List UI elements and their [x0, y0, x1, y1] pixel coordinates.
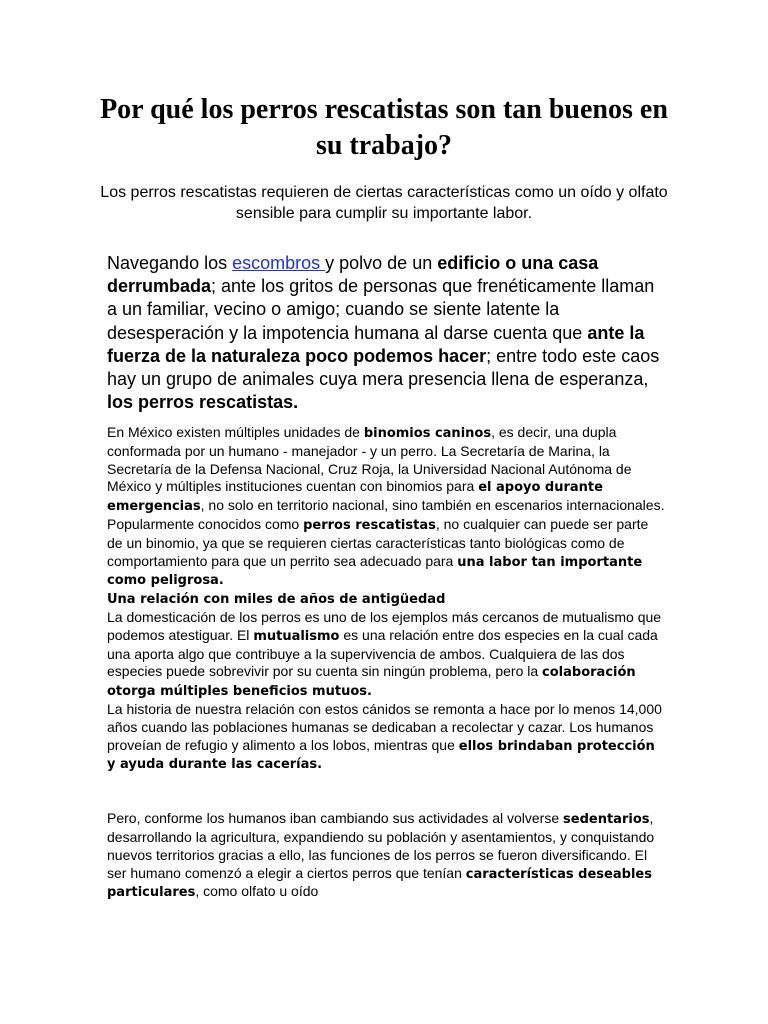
section-heading — [107, 590, 667, 609]
p2-bold-1: perros rescatistas — [303, 517, 436, 533]
escombros-link[interactable]: escombros — [232, 253, 326, 273]
article-title: Por qué los perros rescatistas son tan buenos en su trabajo? — [100, 94, 668, 161]
lead-text-2: y polvo de un — [325, 253, 438, 273]
lead-bold-3: los perros rescatistas. — [107, 392, 299, 413]
section-heading-text: Una relación con miles de años de antigüedad — [107, 592, 446, 608]
p1-bold-2: el apoyo durante emergencias — [107, 480, 603, 515]
lead-bold-1: edificio o una casa derrumbada — [107, 253, 599, 297]
lead-paragraph — [107, 252, 667, 414]
p1-text-1: En México existen múltiples unidades de — [107, 424, 364, 440]
article-subtitle: Los perros rescatistas requieren de ciertas características como un oído y olfato sensible para cumplir su importante labor. — [100, 184, 668, 222]
paragraph-spacer — [107, 774, 667, 810]
p5-text-3: , como olfato u oído — [195, 883, 319, 900]
paragraph-binomios — [107, 424, 667, 516]
p4-bold-1: ellos brindaban protección y ayuda durante las cacerías. — [107, 738, 655, 773]
paragraph-mutualismo — [107, 609, 667, 701]
paragraph-perros-rescatistas — [107, 516, 667, 590]
paragraph-sedentarios — [107, 810, 667, 902]
lead-bold-2: ante la fuerza de la naturaleza poco podemos hacer — [107, 322, 645, 366]
p3-text-1: La domesticación de los perros es uno de los ejemplos más cercanos de mutualismo que podemos atestiguar. El — [107, 608, 662, 643]
p5-text-2: , desarrollando la agricultura, expandiendo su población y asentamientos, y conquistando nuevos territorios gracias a ello, las funciones de los perros se fueron diversificando. El ser humano comenzó a elegir a ciertos perros que tenían — [107, 810, 655, 881]
p1-text-3: , no solo en territorio nacional, sino también en escenarios internacionales. — [200, 497, 665, 514]
article-body — [107, 424, 667, 902]
p5-bold-2: características deseables particulares — [107, 866, 652, 901]
p2-bold-2: una labor tan importante como peligrosa. — [107, 554, 643, 589]
p1-bold-1: binomios caninos — [363, 426, 492, 441]
p3-text-2: es una relación entre dos especies en la cual cada una aporta algo que contribuye a la supervivencia de ambos. Cualquiera de las dos especies puede sobrevivir por su cuenta sin ningún problema, pero la — [107, 626, 658, 680]
p5-text-1: Pero, conforme los humanos iban cambiando sus actividades al volverse — [107, 810, 564, 827]
p5-bold-1: sedentarios — [563, 812, 650, 828]
p1-text-2: , es decir, una dupla conformada por un humano - manejador - y un perro. La Secretaría de Marina, la Secretaría de la Defensa Nacional, Cruz Roja, la Universidad Nacional Autónoma de México y múltiples instituciones cuentan con binomios para — [107, 424, 632, 495]
p2-text-1: Popularmente conocidos como — [107, 515, 304, 532]
p4-text-1: La historia de nuestra relación con estos cánidos se remonta a hace por lo menos 14,000 años cuando las poblaciones humanas se dedicaban a recolectar y cazar. Los humanos proveían de refugio y alimento a los lobos, mientras que — [107, 700, 662, 753]
p2-text-2: , no cualquier can puede ser parte de un binomio, ya que se requieren ciertas características tanto biológicas como de comportamiento para que un perrito sea adecuado para — [107, 515, 649, 569]
lead-text-4: ; entre todo este caos hay un grupo de animales cuya mera presencia llena de esperanza, — [107, 345, 660, 390]
p3-bold-2: colaboración otorga múltiples beneficios mutuos. — [107, 665, 636, 700]
p3-bold-1: mutualismo — [253, 628, 340, 644]
lead-text-1: Navegando los — [107, 253, 233, 273]
lead-text-3: ; ante los gritos de personas que frenéticamente llaman a un familiar, vecino o amigo; cuando se siente latente la desesperación y la impotencia humana al darse cuenta que — [107, 276, 655, 343]
paragraph-historia — [107, 701, 667, 774]
